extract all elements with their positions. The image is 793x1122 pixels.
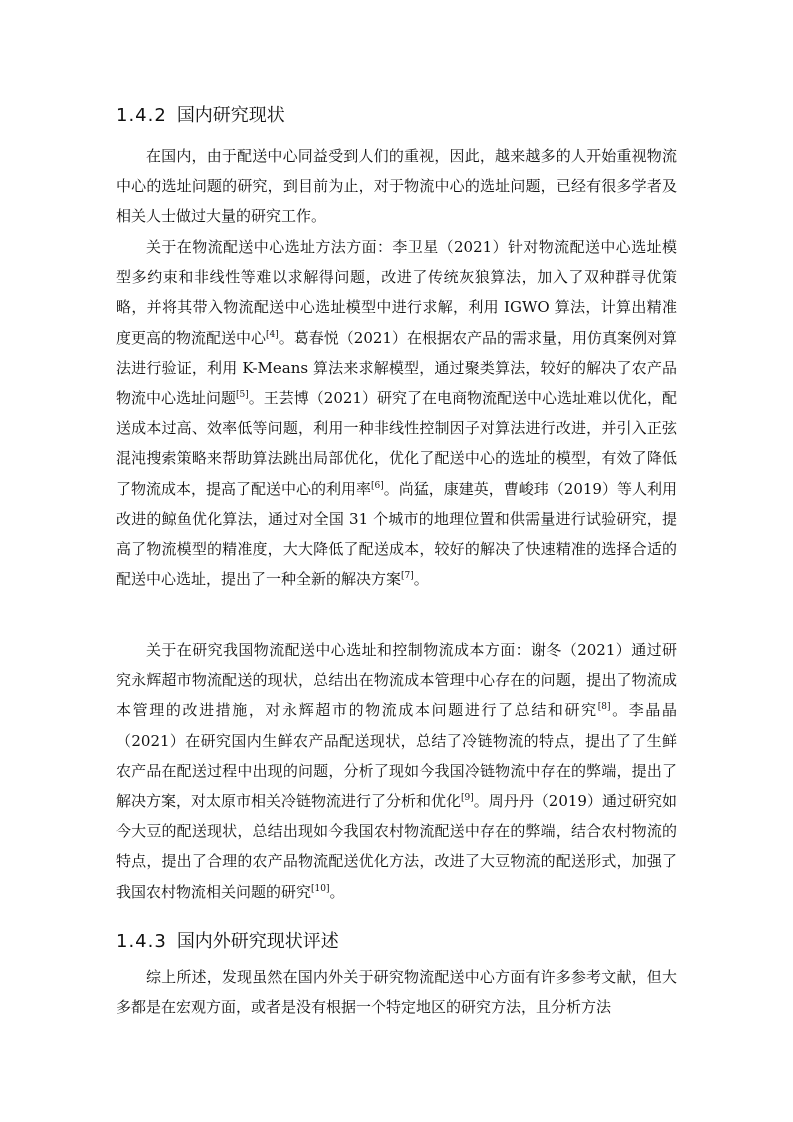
section-number: 1.4.2 xyxy=(116,105,167,126)
paragraph-intro xyxy=(116,141,677,232)
citation-ref: [8] xyxy=(597,702,611,713)
paragraph-text: 。 xyxy=(329,882,345,901)
citation-ref: [9] xyxy=(461,793,474,804)
section-heading-1-4-2 xyxy=(116,104,285,128)
section-title: 国内外研究现状评述 xyxy=(176,931,339,952)
paragraph-text: 。 xyxy=(413,570,429,589)
paragraph-text: 关于在物流配送中心选址方法方面：李卫星（2021）针对物流配送中心选址模型多约束和非线性等难以求解得问题，改进了传统灰狼算法，加入了双种群寻优策略，并将其带入物流配送中心选址模型中进行求解，利用 IGWO 算法，计算出精准度更高的物流配送中心 xyxy=(116,238,677,347)
section-number: 1.4.3 xyxy=(116,931,167,952)
paragraph-text: 。周丹丹（2019）通过研究如今大豆的配送现状，总结出现如今我国农村物流配送中存在的弊端，结合农村物流的特点，提出了合理的农产品物流配送优化方法，改进了大豆物流的配送形式，加强了我国农村物流相关问题的研究 xyxy=(116,792,677,901)
paragraph-text: 。王芸博（2021）研究了在电商物流配送中心选址难以优化，配送成本过高、效率低等问题，利用一种非线性控制因子对算法进行改进，并引入正弦混沌搜索策略来帮助算法跳出局部优化，优化了配送中心的选址的模型，有效了降低了物流成本，提高了配送中心的利用率 xyxy=(116,389,677,498)
citation-ref: [5] xyxy=(236,390,249,401)
paragraph-text: 在国内，由于配送中心同益受到人们的重视，因此，越来越多的人开始重视物流中心的选址问题的研究，到目前为止，对于物流中心的选址问题，已经有很多学者及相关人士做过大量的研究工作。 xyxy=(116,147,677,226)
paragraph-text: 。葛春悦（2021）在根据农产品的需求量，用仿真案例对算法进行验证，利用 K-Means 算法来求解模型，通过聚类算法，较好的解决了农产品物流中心选址问题 xyxy=(116,328,677,408)
paragraph-text: 综上所述，发现虽然在国内外关于研究物流配送中心方面有许多参考文献，但大多都是在宏观方面，或者是没有根据一个特定地区的研究方法，且分析方法 xyxy=(116,968,677,1017)
paragraph-text: 。李晶晶（2021）在研究国内生鲜农产品配送现状，总结了冷链物流的特点，提出了了生鲜农产品在配送过程中出现的问题，分析了现如今我国冷链物流中存在的弊端，提出了解决方案，对太原市相关冷链物流进行了分析和优化 xyxy=(116,701,677,811)
citation-ref: [6] xyxy=(371,480,384,491)
citation-ref: [7] xyxy=(401,571,414,582)
paragraph-text: 关于在研究我国物流配送中心选址和控制物流成本方面：谢冬（2021）通过研究永辉超市物流配送的现状，总结出在物流成本管理中心存在的问题，提出了物流成本管理的改进措施，对永辉超市的物流成本问题进行了总结和研究 xyxy=(116,641,677,720)
paragraph-cost-control xyxy=(116,635,677,907)
paragraph-site-selection-methods xyxy=(116,232,677,594)
section-heading-1-4-3 xyxy=(116,930,339,954)
paragraph-summary xyxy=(116,962,677,1022)
citation-ref: [10] xyxy=(311,883,330,894)
citation-ref: [4] xyxy=(266,329,279,340)
section-title: 国内研究现状 xyxy=(176,105,285,126)
paragraph-text: 。尚猛，康建英，曹峻玮（2019）等人利用改进的鲸鱼优化算法，通过对全国 31 个城市的地理位置和供需量进行试验研究，提高了物流模型的精准度，大大降低了配送成本，较好的解决了快速精准的选择合适的配送中心选址，提出了一种全新的解决方案 xyxy=(116,479,677,589)
